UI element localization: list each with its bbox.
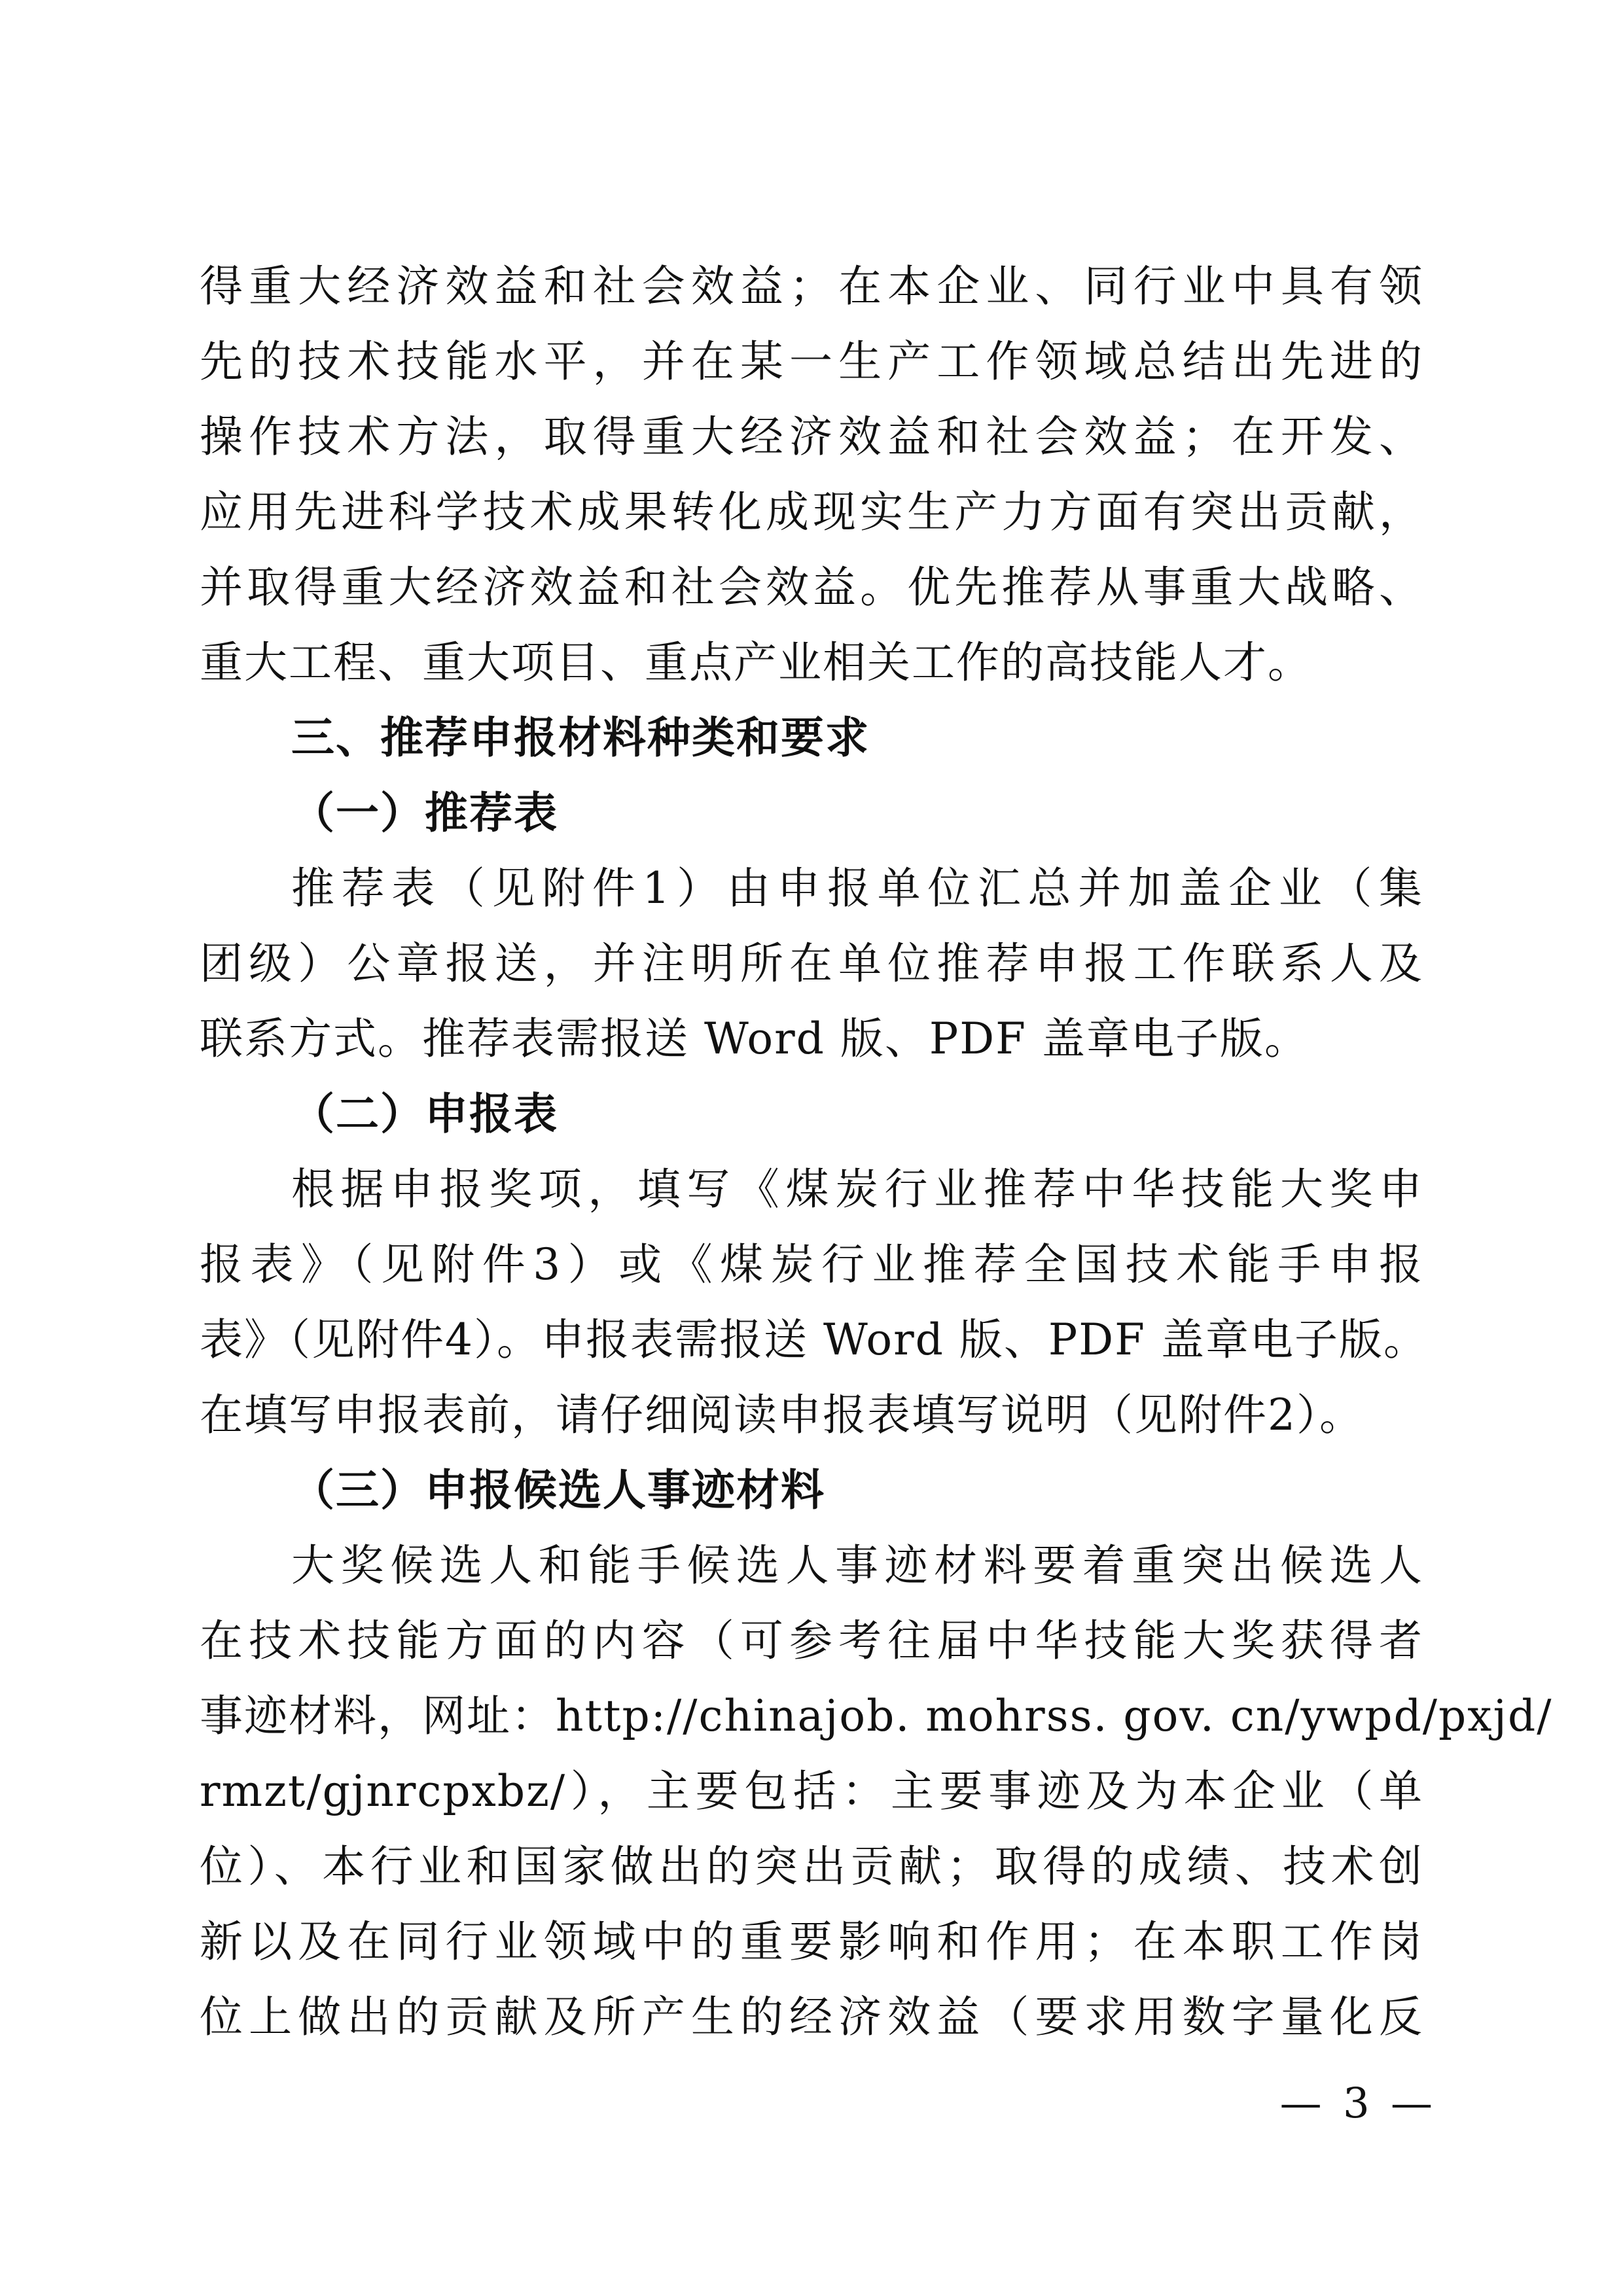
text-line: 推荐表（见附件1）由申报单位汇总并加盖企业（集 xyxy=(291,863,1423,913)
paragraph-application-form xyxy=(200,1152,1428,1453)
subsection-heading-recommendation-form: （一）推荐表 xyxy=(291,788,558,838)
text-line: 重大工程、重大项目、重点产业相关工作的高技能人才。 xyxy=(200,637,1312,688)
subsection-heading-application-form: （二）申报表 xyxy=(291,1089,558,1139)
text-line: 表》（见附件4）。申报表需报送 Word 版、PDF 盖章电子版。 xyxy=(200,1315,1428,1365)
text-line: 大奖候选人和能手候选人事迹材料要着重突出候选人 xyxy=(291,1540,1423,1591)
text-line: 新以及在同行业领域中的重要影响和作用；在本职工作岗 xyxy=(200,1916,1423,1967)
text-line: rmzt/gjnrcpxbz/），主要包括：主要事迹及为本企业（单 xyxy=(200,1766,1423,1816)
paragraph-qualifications xyxy=(200,249,1423,700)
text-line: 事迹材料，网址：http://chinajob. mohrss. gov. cn/ywpd/pxjd/ xyxy=(200,1691,1553,1741)
text-line: 在技术技能方面的内容（可参考往届中华技能大奖获得者 xyxy=(200,1616,1423,1666)
text-line: 联系方式。推荐表需报送 Word 版、PDF 盖章电子版。 xyxy=(200,1014,1309,1064)
text-line: 得重大经济效益和社会效益；在本企业、同行业中具有领 xyxy=(200,261,1423,311)
subsection-heading-candidate-materials: （三）申报候选人事迹材料 xyxy=(291,1465,825,1515)
text-line: 根据申报奖项，填写《煤炭行业推荐中华技能大奖申 xyxy=(291,1164,1423,1214)
paragraph-candidate-materials xyxy=(200,1528,1553,2055)
text-line: 操作技术方法，取得重大经济效益和社会效益；在开发、 xyxy=(200,412,1423,462)
section-heading: 三、推荐申报材料种类和要求 xyxy=(291,713,870,763)
document-body xyxy=(200,249,1553,2055)
text-line: 位上做出的贡献及所产生的经济效益（要求用数字量化反 xyxy=(200,1992,1423,2042)
text-line: 并取得重大经济效益和社会效益。优先推荐从事重大战略、 xyxy=(200,562,1423,612)
page-number: — 3 — xyxy=(1279,2079,1436,2128)
text-line: 团级）公章报送，并注明所在单位推荐申报工作联系人及 xyxy=(200,938,1423,989)
paragraph-recommendation-form xyxy=(200,851,1423,1076)
text-line: 先的技术技能水平，并在某一生产工作领域总结出先进的 xyxy=(200,336,1423,387)
text-line: 报表》（见附件3）或《煤炭行业推荐全国技术能手申报 xyxy=(200,1239,1423,1290)
text-line: 位）、本行业和国家做出的突出贡献；取得的成绩、技术创 xyxy=(200,1841,1423,1892)
text-line: 应用先进科学技术成果转化成现实生产力方面有突出贡献， xyxy=(200,487,1423,537)
text-line: 在填写申报表前，请仔细阅读申报表填写说明（见附件2）。 xyxy=(200,1390,1364,1440)
